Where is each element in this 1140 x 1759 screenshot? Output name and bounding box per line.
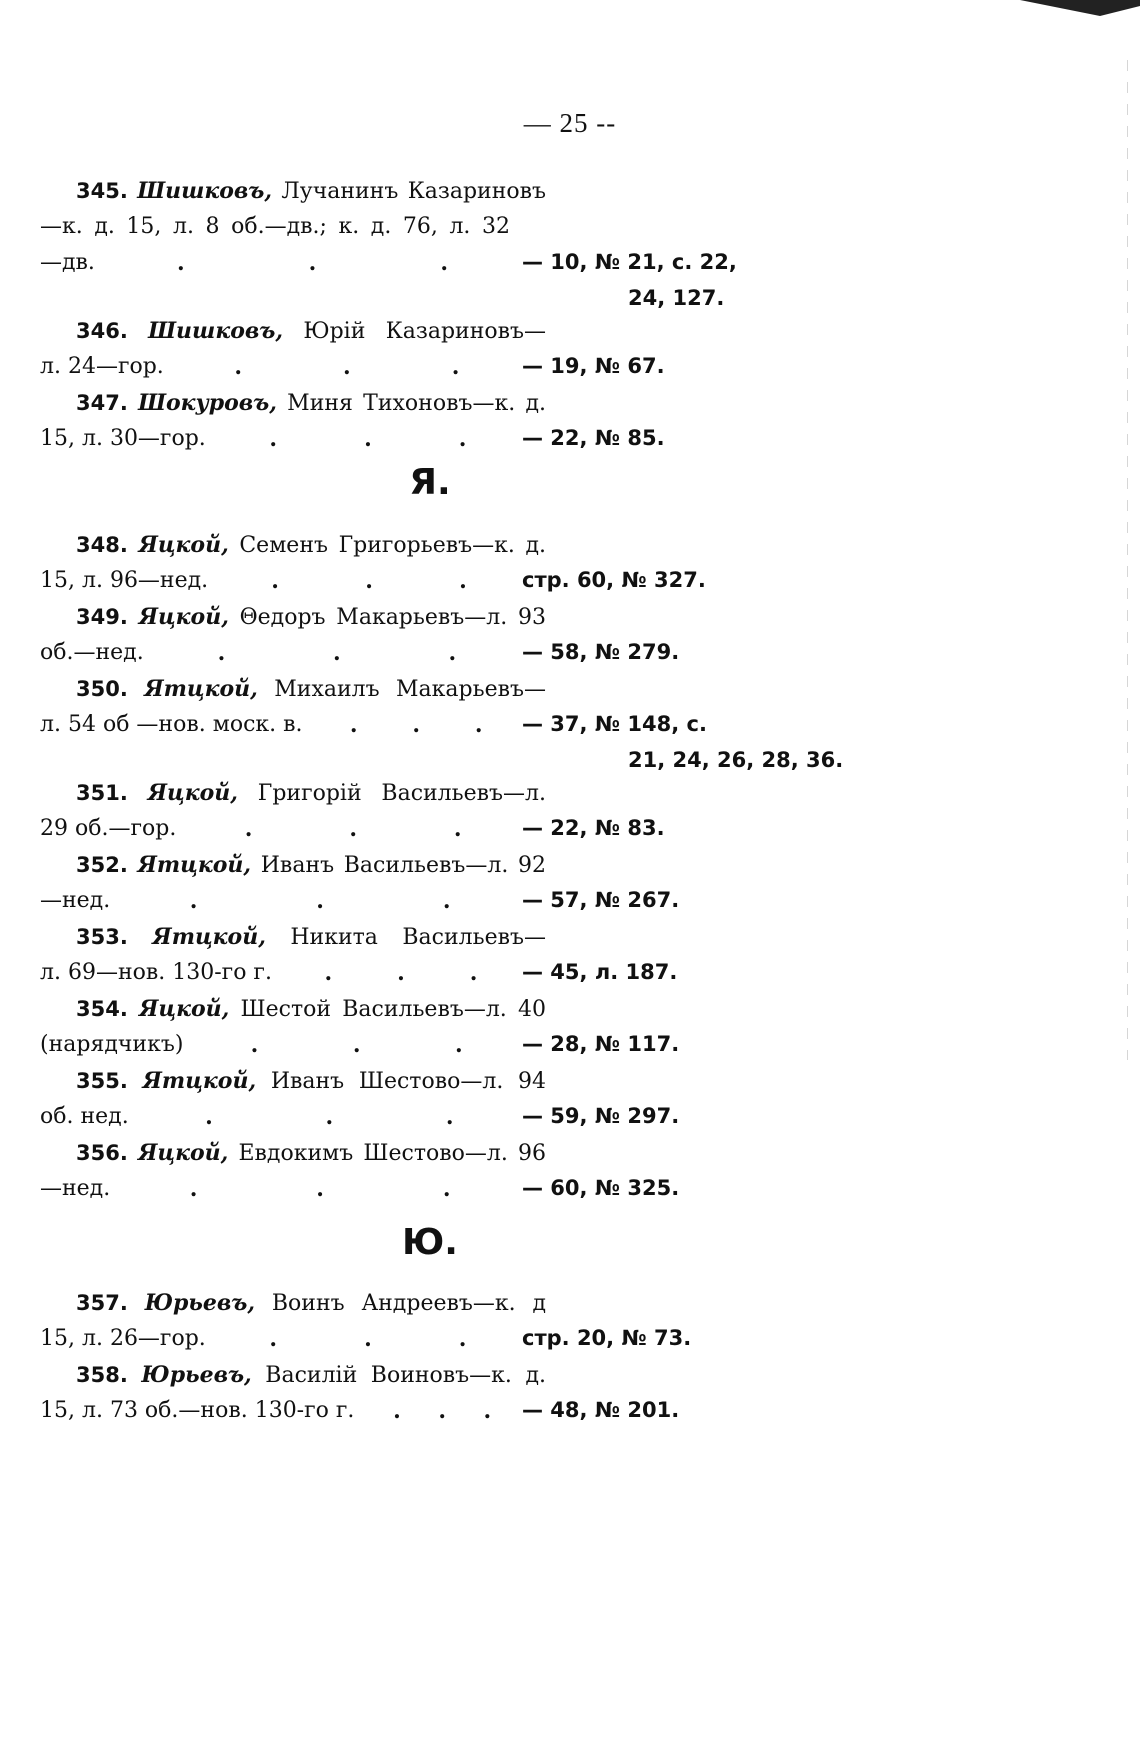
entry-line bbox=[40, 712, 840, 748]
entry-surname: Юрьевъ, bbox=[144, 1290, 256, 1316]
entry-reference: — 10, № 21, с. 22, bbox=[522, 250, 737, 274]
entry-number: 351. bbox=[76, 781, 128, 805]
entry-surname: Яцкой, bbox=[139, 996, 230, 1022]
entry-surname: Яцкой, bbox=[138, 532, 229, 558]
entry-line bbox=[40, 1140, 840, 1176]
entry-line bbox=[40, 1290, 840, 1326]
entry-text: Θедоръ Макарьевъ—л. 93 bbox=[239, 605, 546, 630]
entry-reference: — 60, № 325. bbox=[522, 1176, 680, 1200]
entry-surname: Шишковъ, bbox=[137, 178, 273, 204]
entry-text: Иванъ Васильевъ—л. 92 bbox=[260, 853, 546, 878]
entry-line bbox=[40, 1032, 840, 1068]
entry-surname: Юрьевъ, bbox=[141, 1362, 252, 1388]
entry-reference: — 57, № 267. bbox=[522, 888, 680, 912]
entry-line bbox=[40, 888, 840, 924]
entry-line bbox=[40, 960, 840, 996]
entry-number: 358. bbox=[76, 1363, 128, 1387]
entries-yu bbox=[40, 1290, 840, 1434]
entry-line bbox=[40, 390, 840, 426]
entry-reference: — 37, № 148, с. bbox=[522, 712, 707, 736]
entry-text: Лучанинъ Казариновъ bbox=[281, 179, 546, 204]
entry-text: Шестой Васильевъ—л. 40 bbox=[240, 997, 546, 1022]
entry-line bbox=[40, 852, 840, 888]
entry-text: Юрій Казариновъ— bbox=[303, 319, 546, 344]
entry-reference: стр. 20, № 73. bbox=[522, 1326, 692, 1350]
entry-reference: — 28, № 117. bbox=[522, 1032, 680, 1056]
leader-dots: . . . bbox=[189, 1176, 451, 1202]
entry-text: Никита Васильевъ— bbox=[290, 925, 546, 950]
entry-number: 350. bbox=[76, 677, 128, 701]
entry-text: об. нед. bbox=[40, 1104, 129, 1129]
index-entry bbox=[40, 1140, 840, 1212]
leader-dots: . . . bbox=[250, 1032, 463, 1058]
index-entry bbox=[40, 318, 840, 390]
index-entry bbox=[40, 924, 840, 996]
entry-line bbox=[40, 676, 840, 712]
index-entry bbox=[40, 604, 840, 676]
entry-surname: Шокуровъ, bbox=[138, 390, 277, 416]
entry-reference: — 58, № 279. bbox=[522, 640, 680, 664]
index-entry bbox=[40, 532, 840, 604]
index-entry bbox=[40, 676, 844, 780]
leader-dots: . . . bbox=[217, 640, 457, 666]
entry-reference: — 59, № 297. bbox=[522, 1104, 680, 1128]
entry-surname: Яцкой, bbox=[147, 780, 238, 806]
leader-dots: . . . bbox=[271, 568, 467, 594]
entry-number: 354. bbox=[76, 997, 128, 1021]
entry-surname: Яцкой, bbox=[138, 1140, 229, 1166]
index-entry bbox=[40, 390, 840, 462]
entry-text: л. 54 об —нов. моск. в. bbox=[40, 712, 303, 737]
section-heading-ya: Я. bbox=[409, 462, 451, 503]
entry-number: 345. bbox=[76, 179, 128, 203]
entry-text: 15, л. 26—гор. bbox=[40, 1326, 206, 1351]
index-entry bbox=[40, 1362, 840, 1434]
entry-line bbox=[40, 426, 840, 462]
entry-reference: стр. 60, № 327. bbox=[522, 568, 706, 592]
entry-number: 346. bbox=[76, 319, 128, 343]
leader-dots: . . . bbox=[189, 888, 451, 914]
entry-line bbox=[40, 354, 840, 390]
entry-line bbox=[40, 924, 840, 960]
entry-line bbox=[40, 178, 840, 214]
entry-text: —к. д. 15, л. 8 об.—дв.; к. д. 76, л. 32 bbox=[40, 214, 510, 239]
entry-line bbox=[40, 816, 840, 852]
leader-dots: . . . bbox=[269, 1326, 467, 1352]
entry-reference-continued: 21, 24, 26, 28, 36. bbox=[628, 748, 844, 772]
scan-edge-line bbox=[1127, 60, 1128, 1060]
entry-text: Семенъ Григорьевъ—к. д. bbox=[239, 533, 546, 558]
entry-surname: Ятцкой, bbox=[152, 924, 266, 950]
entry-text: об.—нед. bbox=[40, 640, 144, 665]
leader-dots: . . . bbox=[205, 1104, 454, 1130]
entry-line bbox=[40, 568, 840, 604]
entry-line bbox=[40, 1104, 840, 1140]
entry-text: л. 24—гор. bbox=[40, 354, 164, 379]
entry-number: 356. bbox=[76, 1141, 128, 1165]
index-entry bbox=[40, 780, 840, 852]
leader-dots: . . . bbox=[244, 816, 462, 842]
entry-line bbox=[40, 1326, 840, 1362]
entry-number: 349. bbox=[76, 605, 128, 629]
entry-text: 15, л. 73 об.—нов. 130-го г. bbox=[40, 1398, 355, 1423]
entry-reference: — 45, л. 187. bbox=[522, 960, 678, 984]
entry-reference: — 22, № 85. bbox=[522, 426, 665, 450]
index-entry bbox=[40, 1290, 840, 1362]
leader-dots: . . . bbox=[269, 426, 467, 452]
scan-edge-mark bbox=[1000, 0, 1140, 18]
entry-reference: — 48, № 201. bbox=[522, 1398, 680, 1422]
entry-number: 348. bbox=[76, 533, 128, 557]
entry-line bbox=[40, 318, 840, 354]
entry-text: —нед. bbox=[40, 888, 111, 913]
entries-top bbox=[40, 178, 840, 462]
entry-number: 347. bbox=[76, 391, 128, 415]
index-entry bbox=[40, 1068, 840, 1140]
entry-text: (нарядчикъ) bbox=[40, 1032, 184, 1057]
entry-reference-continued: 24, 127. bbox=[628, 286, 725, 310]
entry-surname: Ятцкой, bbox=[137, 852, 252, 878]
entry-text: Воинъ Андреевъ—к. д bbox=[271, 1291, 546, 1316]
entry-number: 355. bbox=[76, 1069, 128, 1093]
entry-surname: Ятцкой, bbox=[142, 1068, 257, 1094]
entry-text: 15, л. 30—гор. bbox=[40, 426, 206, 451]
entry-text: Иванъ Шестово—л. 94 bbox=[270, 1069, 546, 1094]
entry-text: л. 69—нов. 130-го г. bbox=[40, 960, 272, 985]
entry-line bbox=[40, 1398, 840, 1434]
index-entry bbox=[40, 178, 840, 318]
entry-line bbox=[40, 1362, 840, 1398]
entry-line bbox=[40, 996, 840, 1032]
entry-surname: Яцкой, bbox=[138, 604, 229, 630]
entry-reference: — 19, № 67. bbox=[522, 354, 665, 378]
entry-number: 352. bbox=[76, 853, 128, 877]
entry-text: 29 об.—гор. bbox=[40, 816, 177, 841]
entry-line bbox=[40, 780, 840, 816]
entry-line bbox=[40, 1176, 840, 1212]
entry-line bbox=[40, 640, 840, 676]
entry-line bbox=[40, 1068, 840, 1104]
entry-line bbox=[40, 532, 840, 568]
entry-text: Григорій Васильевъ—л. bbox=[257, 781, 546, 806]
entry-text: Михаилъ Макарьевъ— bbox=[274, 677, 546, 702]
entry-text: 15, л. 96—нед. bbox=[40, 568, 209, 593]
section-heading-yu: Ю. bbox=[402, 1222, 458, 1263]
leader-dots: . . . bbox=[176, 250, 448, 276]
entry-text: Василій Воиновъ—к. д. bbox=[265, 1363, 546, 1388]
leader-dots: . . . bbox=[324, 960, 478, 986]
entry-number: 357. bbox=[76, 1291, 128, 1315]
index-entry bbox=[40, 852, 840, 924]
entry-surname: Шишковъ, bbox=[148, 318, 283, 344]
entry-line bbox=[40, 604, 840, 640]
entry-line bbox=[40, 214, 840, 250]
entry-reference: — 22, № 83. bbox=[522, 816, 665, 840]
entry-surname: Ятцкой, bbox=[144, 676, 258, 702]
entry-text: —нед. bbox=[40, 1176, 111, 1201]
entry-text: —дв. bbox=[40, 250, 95, 275]
entries-ya bbox=[40, 532, 844, 1212]
entry-number: 353. bbox=[76, 925, 128, 949]
page-number: — 25 -- bbox=[523, 108, 617, 138]
entry-line bbox=[40, 250, 840, 286]
leader-dots: . . . bbox=[349, 712, 483, 738]
index-entry bbox=[40, 996, 840, 1068]
leader-dots: . . . bbox=[234, 354, 460, 380]
entry-text: Миня Тихоновъ—к. д. bbox=[287, 391, 546, 416]
entry-text: Евдокимъ Шестово—л. 96 bbox=[238, 1141, 546, 1166]
leader-dots: . . . bbox=[393, 1398, 492, 1424]
